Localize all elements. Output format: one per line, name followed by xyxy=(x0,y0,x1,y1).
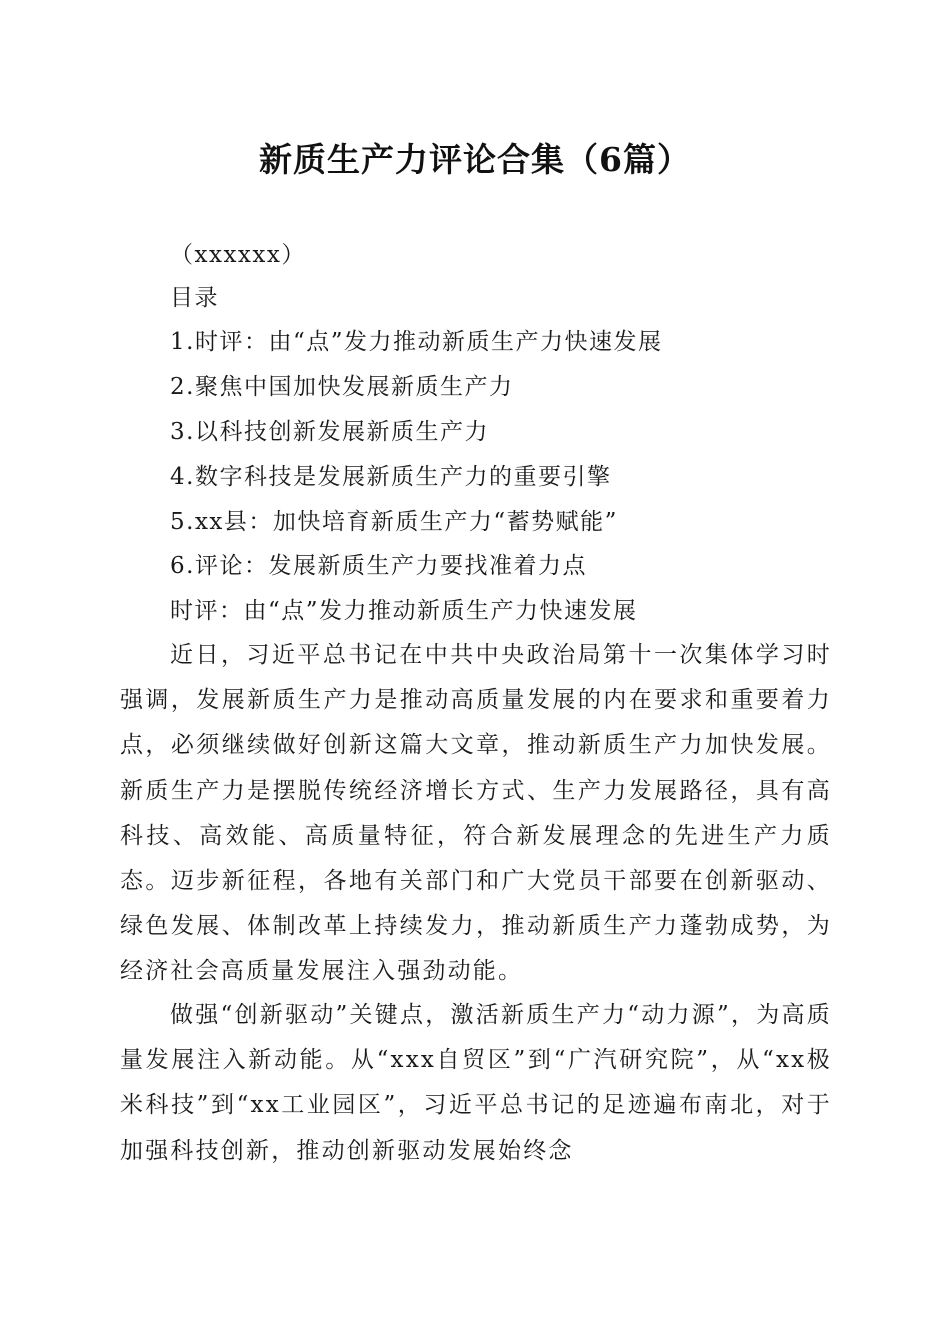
author-placeholder: （xxxxxx） xyxy=(170,242,306,268)
toc-item-3: 3.以科技创新发展新质生产力 xyxy=(170,419,489,445)
toc-item-2: 2.聚焦中国加快发展新质生产力 xyxy=(170,374,514,400)
document-title: 新质生产力评论合集（6篇） xyxy=(259,140,691,179)
article-heading: 时评：由“点”发力推动新质生产力快速发展 xyxy=(170,598,638,624)
body-paragraph: 近日，习近平总书记在中共中央政治局第十一次集体学习时强调，发展新质生产力是推动高质量发展的内在要求和重要着力点，必须继续做好创新这篇大文章，推动新质生产力加快发展。新质生产力是摆脱传统经济增长方式、生产力发展路径，具有高科技、高效能、高质量特征，符合新发展理念的先进生产力质态。迈步新征程，各地有关部门和广大党员干部要在创新驱动、绿色发展、体制改革上持续发力，推动新质生产力蓬勃成势，为经济社会高质量发展注入强劲动能。 xyxy=(120,642,832,985)
toc-item-4: 4.数字科技是发展新质生产力的重要引擎 xyxy=(170,464,612,490)
body-paragraph: 做强“创新驱动”关键点，激活新质生产力“动力源”，为高质量发展注入新动能。从“xxx自贸区”到“广汽研究院”，从“xx极米科技”到“xx工业园区”，习近平总书记的足迹遍布南北，对于加强科技创新，推动创新驱动发展始终念 xyxy=(120,1002,832,1164)
toc-item-6: 6.评论：发展新质生产力要找准着力点 xyxy=(170,553,587,579)
toc-heading: 目录 xyxy=(170,285,219,311)
toc-item-1: 1.时评：由“点”发力推动新质生产力快速发展 xyxy=(170,329,663,355)
toc-item-5: 5.xx县：加快培育新质生产力“蓄势赋能” xyxy=(170,509,618,535)
